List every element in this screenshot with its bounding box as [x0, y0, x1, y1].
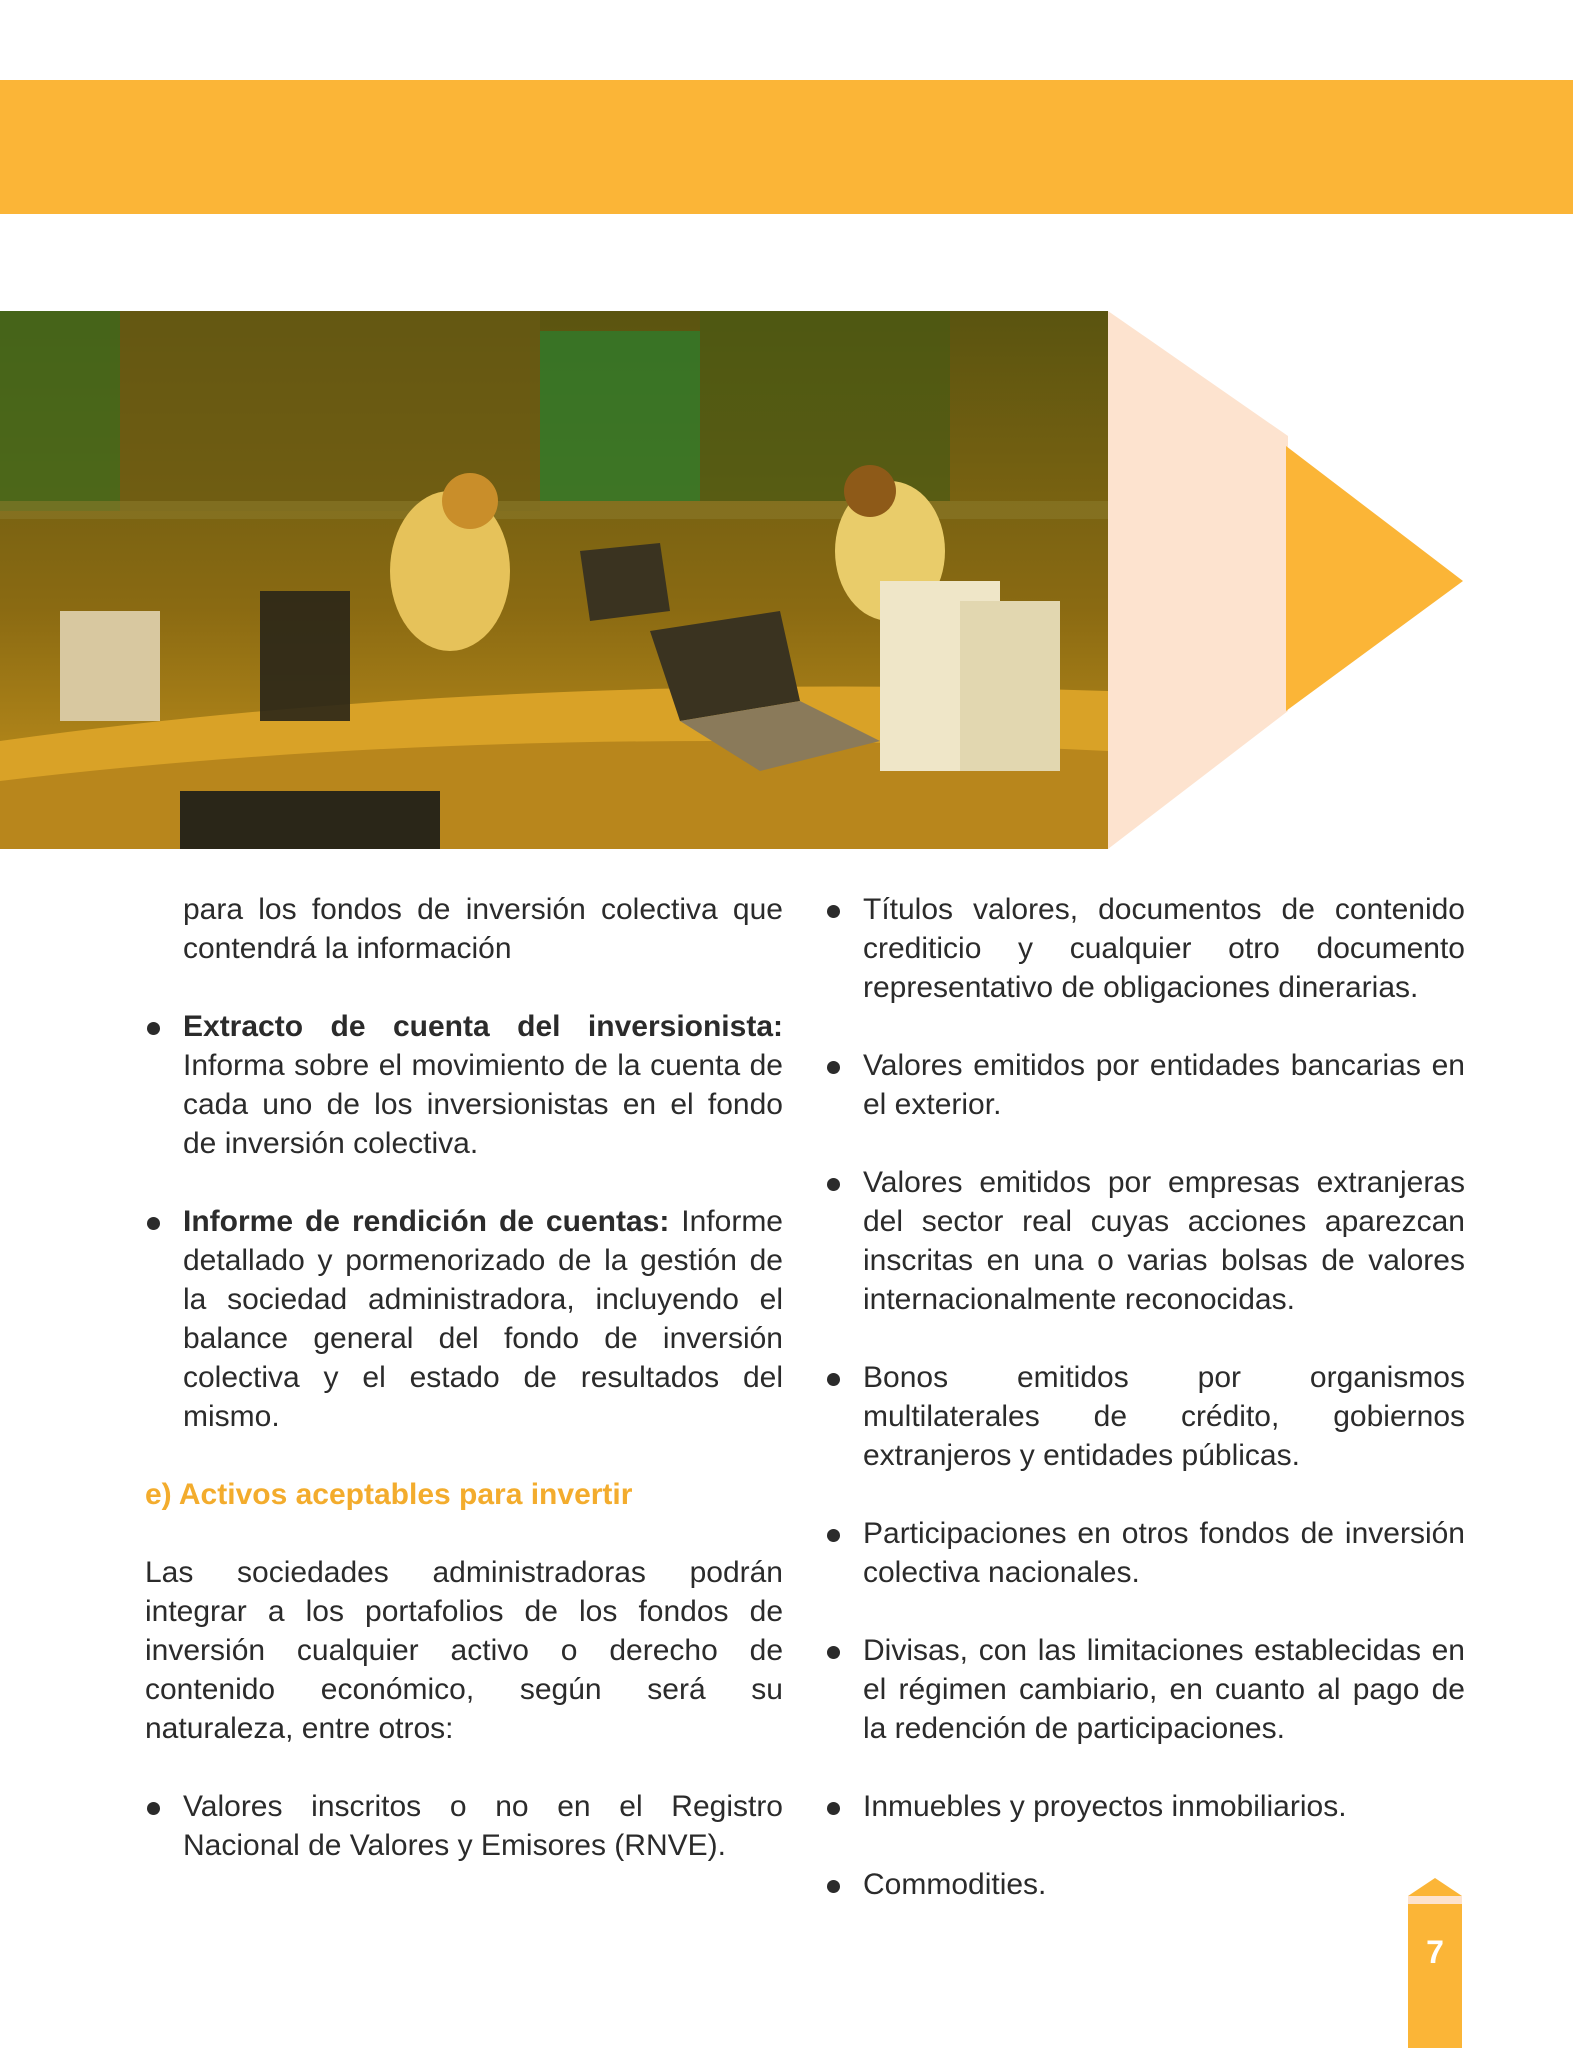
list-item-text: Bonos emitidos por organismos multilaterales de crédito, gobiernos extranjeros y entidades públicas.: [863, 1361, 1465, 1472]
section-heading: e) Activos aceptables para invertir: [145, 1478, 633, 1511]
list-item-title: Extracto de cuenta del inversionista:: [183, 1010, 783, 1043]
list-item: [825, 1163, 1465, 1319]
arrow-orange-shape: [1286, 446, 1463, 711]
list-item-text: Commodities.: [863, 1868, 1047, 1901]
right-column: [825, 890, 1465, 1943]
list-item: [825, 1865, 1465, 1904]
bullet-icon: [827, 1178, 840, 1191]
pencil-tip-icon: [1408, 1878, 1462, 1896]
bullet-icon: [147, 1217, 160, 1230]
list-item-text: Títulos valores, documentos de contenido crediticio y cualquier otro documento representativo de obligaciones dinerarias.: [863, 893, 1465, 1004]
list-item: [825, 1631, 1465, 1748]
list-item: [825, 1514, 1465, 1592]
list-item-title: Informe de rendición de cuentas:: [183, 1205, 670, 1238]
list-item-text: Valores inscritos o no en el Registro Nacional de Valores y Emisores (RNVE).: [183, 1790, 783, 1862]
office-photo: [0, 311, 1108, 849]
list-item: [825, 890, 1465, 1007]
left-column: [145, 890, 783, 1904]
list-item-text: Valores emitidos por empresas extranjeras del sector real cuyas acciones aparezcan inscritas en una o varias bolsas de valores internacionalmente reconocidas.: [863, 1166, 1465, 1316]
list-item-text: Inmuebles y proyectos inmobiliarios.: [863, 1790, 1347, 1823]
bullet-icon: [827, 905, 840, 918]
list-item-text: Informa sobre el movimiento de la cuenta de cada uno de los inversionistas en el fondo de inversión colectiva.: [183, 1049, 783, 1160]
list-item-text: Divisas, con las limitaciones establecidas en el régimen cambiario, en cuanto al pago de la redención de participaciones.: [863, 1634, 1465, 1745]
arrow-decoration: [1108, 311, 1468, 849]
bullet-icon: [827, 1880, 840, 1893]
list-item: [825, 1787, 1465, 1826]
page-number: 7: [1426, 1934, 1444, 1970]
list-item: [145, 1202, 783, 1436]
list-item-text: Valores emitidos por entidades bancarias en el exterior.: [863, 1049, 1465, 1121]
section-paragraph: Las sociedades administradoras podrán integrar a los portafolios de los fondos de inversión cualquier activo o derecho de contenido económico, según será su naturaleza, entre otros:: [145, 1556, 783, 1745]
bullet-icon: [147, 1022, 160, 1035]
bullet-icon: [827, 1061, 840, 1074]
bullet-icon: [827, 1373, 840, 1386]
bullet-icon: [827, 1646, 840, 1659]
list-item-text: Participaciones en otros fondos de inversión colectiva nacionales.: [863, 1517, 1465, 1589]
bullet-icon: [147, 1802, 160, 1815]
list-item: [825, 1358, 1465, 1475]
header-band: [0, 80, 1573, 214]
bullet-icon: [827, 1802, 840, 1815]
arrow-light-shape: [1108, 311, 1288, 849]
continuation-text: para los fondos de inversión colectiva que contendrá la información: [183, 893, 783, 965]
list-item: [145, 1787, 783, 1865]
list-item-text: Informe detallado y pormenorizado de la gestión de la sociedad administradora, incluyendo el balance general del fondo de inversión colectiva y el estado de resultados del mismo.: [183, 1205, 783, 1433]
bullet-icon: [827, 1529, 840, 1542]
list-item: [145, 1007, 783, 1163]
list-item: [825, 1046, 1465, 1124]
